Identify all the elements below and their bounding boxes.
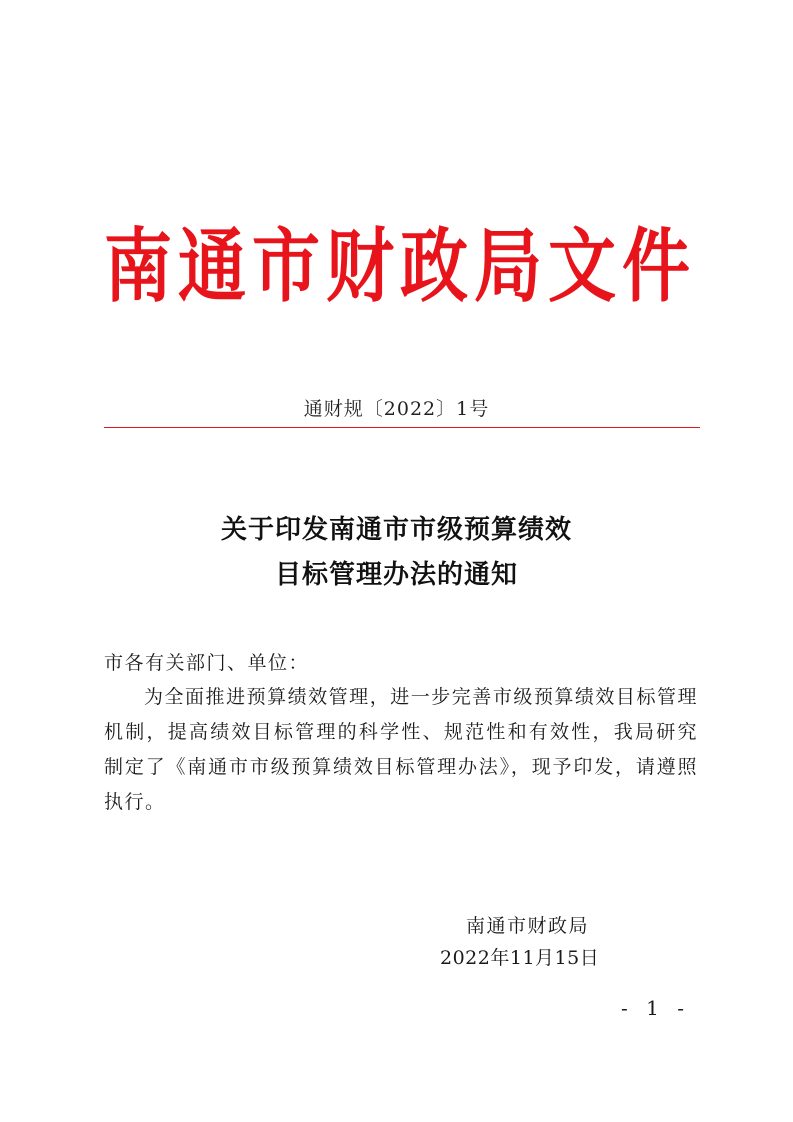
document-number: 通财规〔2022〕1号: [303, 398, 490, 420]
page-number: - 1 -: [621, 996, 690, 1020]
signature-date: 2022年11月15日: [440, 947, 600, 969]
document-title: [0, 508, 793, 598]
signature-block: [440, 910, 640, 974]
document-title-line-1: 关于印发南通市市级预算绩效: [220, 515, 572, 545]
addressee: 市各有关部门、单位：: [104, 652, 310, 674]
document-header-title: 南通市财政局文件: [104, 220, 697, 315]
signature-organization: 南通市财政局: [466, 915, 590, 937]
body-paragraph: 为全面推进预算绩效管理，进一步完善市级预算绩效目标管理机制，提高绩效目标管理的科学性、规范性和有效性，我局研究制定了《南通市市级预算绩效目标管理办法》，现予印发，请遵照执行。: [104, 686, 698, 813]
header-red-rule: [104, 427, 700, 428]
document-title-line-2: 目标管理办法的通知: [274, 560, 518, 590]
